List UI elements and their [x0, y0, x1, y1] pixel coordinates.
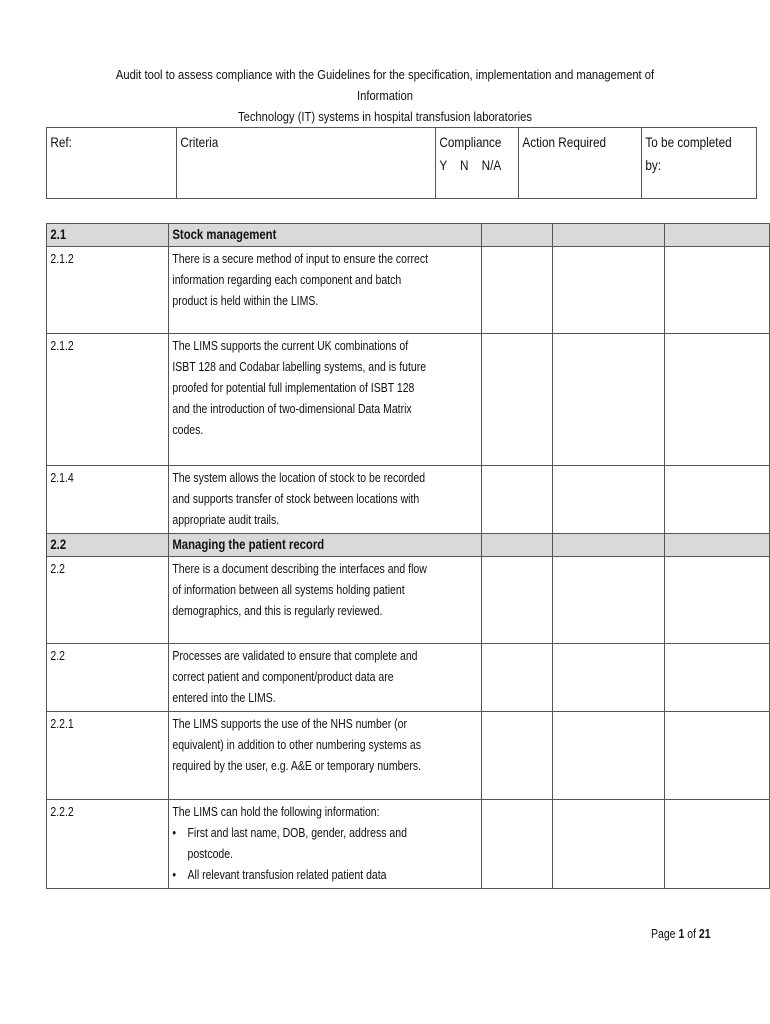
- row-ref: 2.1.4: [47, 466, 169, 534]
- row-criteria: [168, 644, 481, 712]
- criteria-line: correct patient and component/product data are: [172, 670, 394, 684]
- compliance-cell[interactable]: [481, 557, 552, 644]
- compliance-cell[interactable]: [481, 247, 552, 334]
- page-footer: Page 1 of 21: [651, 927, 711, 941]
- criteria-line: of information between all systems holding patient: [172, 583, 405, 597]
- page-total: 21: [698, 927, 711, 941]
- criteria-line: Processes are validated to ensure that complete and: [172, 649, 418, 663]
- action-cell[interactable]: [553, 557, 665, 644]
- row-criteria: [168, 557, 481, 644]
- criteria-intro: The LIMS can hold the following information:: [172, 805, 380, 819]
- compliance-cell[interactable]: [481, 712, 552, 800]
- compliance-cell[interactable]: [481, 644, 552, 712]
- criteria-line: required by the user, e.g. A&E or temporary numbers.: [172, 759, 421, 773]
- row-criteria: [168, 334, 481, 466]
- row-ref: 2.2: [47, 644, 169, 712]
- compliance-cell[interactable]: [481, 800, 552, 889]
- criteria-line: appropriate audit trails.: [172, 513, 279, 527]
- table-row: [47, 557, 770, 644]
- section-title: Stock management: [168, 224, 481, 247]
- row-ref: 2.1.2: [47, 334, 169, 466]
- criteria-line: and the introduction of two-dimensional Data Matrix: [172, 402, 412, 416]
- bullet-icon: •: [172, 868, 176, 882]
- criteria-line: product is held within the LIMS.: [172, 294, 318, 308]
- criteria-line: There is a secure method of input to ensure the correct: [172, 252, 428, 266]
- header-action: Action Required: [518, 128, 641, 199]
- section-ref: 2.2: [47, 534, 169, 557]
- action-cell[interactable]: [553, 247, 665, 334]
- header-ref: Ref:: [47, 128, 177, 199]
- list-item: • First and last name, DOB, gender, address and postcode.: [172, 823, 428, 865]
- compliance-cell: [481, 224, 552, 247]
- action-cell: [553, 534, 665, 557]
- table-row: [47, 712, 770, 800]
- row-criteria: [168, 800, 481, 889]
- row-ref: 2.2.1: [47, 712, 169, 800]
- table-row: [47, 466, 770, 534]
- criteria-header-table: [46, 127, 757, 199]
- criteria-line: information regarding each component and batch: [172, 273, 401, 287]
- header-compliance-options: Y N N/A: [439, 157, 502, 173]
- table-row: [47, 334, 770, 466]
- table-row: [47, 800, 770, 889]
- bullet-icon: •: [172, 826, 176, 840]
- action-cell[interactable]: [553, 334, 665, 466]
- criteria-line: codes.: [172, 423, 203, 437]
- criteria-table: [46, 223, 770, 889]
- section-header-row: [47, 224, 770, 247]
- completed-by-cell[interactable]: [665, 644, 770, 712]
- table-row: [47, 644, 770, 712]
- criteria-line: There is a document describing the interfaces and flow: [172, 562, 427, 576]
- completed-by-cell: [665, 224, 770, 247]
- header-completed-by: To be completed by:: [641, 128, 756, 199]
- row-ref: 2.2.2: [47, 800, 169, 889]
- row-criteria: [168, 466, 481, 534]
- header-criteria: Criteria: [177, 128, 436, 199]
- criteria-bullet-list: [172, 823, 428, 886]
- completed-by-cell[interactable]: [665, 466, 770, 534]
- criteria-line: proofed for potential full implementation of ISBT 128: [172, 381, 415, 395]
- criteria-line: demographics, and this is regularly reviewed.: [172, 604, 383, 618]
- list-item: • All relevant transfusion related patient data: [172, 865, 428, 886]
- criteria-line: entered into the LIMS.: [172, 691, 276, 705]
- completed-by-cell[interactable]: [665, 334, 770, 466]
- title-line-2: Technology (IT) systems in hospital transfusion laboratories: [238, 109, 532, 124]
- header-compliance-label: Compliance: [439, 134, 502, 150]
- criteria-line: The system allows the location of stock to be recorded: [172, 471, 425, 485]
- row-criteria: [168, 712, 481, 800]
- criteria-line: The LIMS supports the current UK combinations of: [172, 339, 408, 353]
- table-row: [47, 247, 770, 334]
- row-criteria: [168, 247, 481, 334]
- compliance-cell: [481, 534, 552, 557]
- row-ref: 2.1.2: [47, 247, 169, 334]
- completed-by-cell[interactable]: [665, 712, 770, 800]
- action-cell[interactable]: [553, 800, 665, 889]
- completed-by-cell[interactable]: [665, 247, 770, 334]
- completed-by-cell[interactable]: [665, 557, 770, 644]
- section-ref: 2.1: [47, 224, 169, 247]
- row-ref: 2.2: [47, 557, 169, 644]
- section-header-row: [47, 534, 770, 557]
- action-cell[interactable]: [553, 712, 665, 800]
- completed-by-cell[interactable]: [665, 800, 770, 889]
- title-line-1: Audit tool to assess compliance with the Guidelines for the specification, implementation and management of Information: [115, 67, 655, 103]
- section-title: Managing the patient record: [168, 534, 481, 557]
- page-number: 1: [678, 927, 685, 941]
- criteria-line: and supports transfer of stock between locations with: [172, 492, 419, 506]
- compliance-cell[interactable]: [481, 334, 552, 466]
- action-cell: [553, 224, 665, 247]
- action-cell[interactable]: [553, 644, 665, 712]
- header-compliance: [436, 128, 519, 199]
- criteria-line: equivalent) in addition to other numbering systems as: [172, 738, 421, 752]
- compliance-cell[interactable]: [481, 466, 552, 534]
- criteria-line: The LIMS supports the use of the NHS number (or: [172, 717, 407, 731]
- completed-by-cell: [665, 534, 770, 557]
- document-title: [106, 64, 665, 127]
- action-cell[interactable]: [553, 466, 665, 534]
- criteria-line: ISBT 128 and Codabar labelling systems, and is future: [172, 360, 426, 374]
